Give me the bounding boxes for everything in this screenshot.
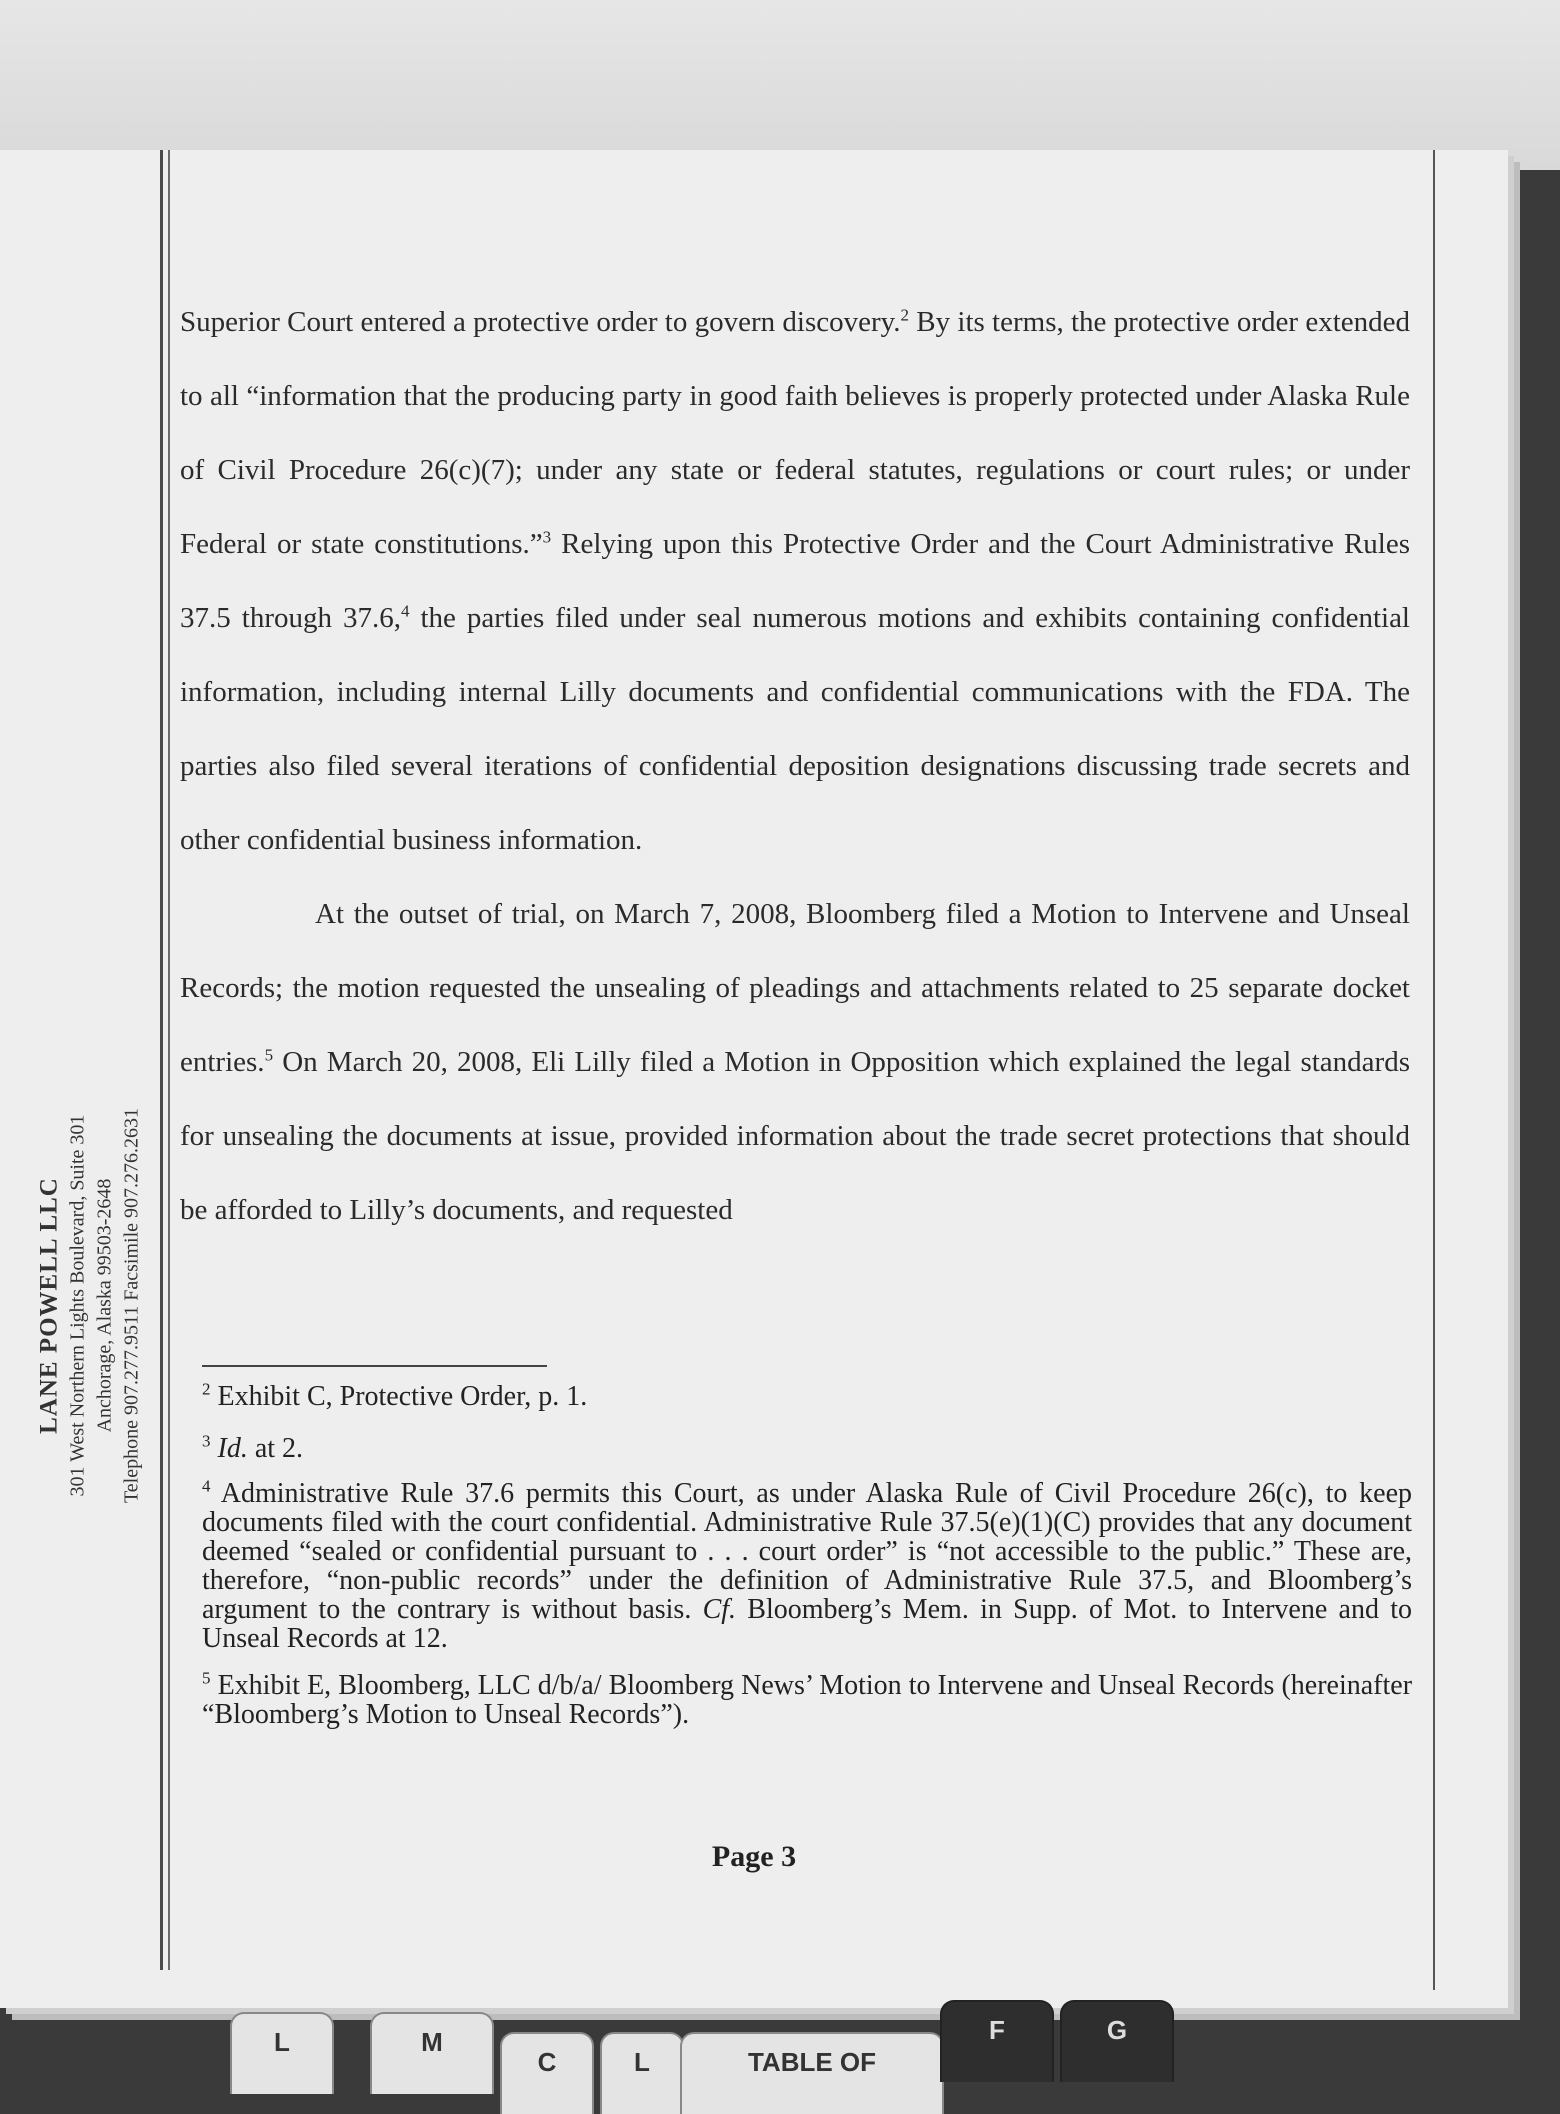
page-number: Page 3 [711, 1840, 797, 1873]
footnote-4 [202, 1476, 1412, 1654]
footnote-text: Exhibit E, Bloomberg, LLC d/b/a/ Bloomberg News’ Motion to Intervene and Unseal Records (hereinafter “Bloomberg’s Motion to Unseal Records”). [202, 1670, 1413, 1730]
footnote-ref-5[interactable]: 5 [264, 1045, 274, 1065]
previous-page-edge [0, 0, 1560, 170]
paragraph-2 [180, 877, 1410, 1247]
tab-table-of-contents[interactable]: TABLE OF [680, 2032, 944, 2114]
tab-g[interactable]: G [1060, 2000, 1174, 2082]
footnote-text-tail: Bloomberg’s Mem. in Supp. of Mot. to Intervene and to Unseal Records at 12. [202, 1594, 1412, 1654]
binder-tabs [0, 2000, 1560, 2080]
document-page [0, 150, 1508, 2008]
footnote-2 [202, 1375, 1412, 1419]
left-margin-rule [160, 150, 163, 1970]
firm-phones: Telephone 907.277.9511 Facsimile 907.276.2631 [120, 1107, 143, 1504]
footnote-ref-4[interactable]: 4 [400, 601, 410, 621]
paragraph-1-text-a: Superior Court entered a protective order to govern discovery. [180, 306, 901, 338]
firm-address: 301 West Northern Lights Boulevard, Suite 301 [66, 1114, 89, 1497]
tab-l[interactable]: L [230, 2012, 334, 2094]
paragraph-2-text-b: On March 20, 2008, Eli Lilly filed a Motion in Opposition which explained the legal standards for unsealing the documents at issue, provided information about the trade secret protections that should be afforded to Lilly’s documents, and requested [180, 1046, 1410, 1226]
body-text [180, 285, 1410, 1247]
left-margin-rule-inner [168, 150, 170, 1970]
footnote-5 [202, 1668, 1413, 1730]
footnote-ref-3[interactable]: 3 [542, 527, 552, 547]
tab-l-2[interactable]: L [600, 2032, 684, 2114]
paragraph-1-text-b: By its terms, the protective order extended to all “information that the producing party in good faith believes is properly protected under Alaska Rule of Civil Procedure 26(c)(7); under any state or federal statutes, regulations or court rules; or under Federal or state constitutions.” [180, 306, 1410, 560]
tab-c[interactable]: C [500, 2032, 594, 2114]
right-margin-rule [1433, 150, 1435, 1990]
paragraph-1-text-d: the parties filed under seal numerous motions and exhibits containing confidential information, including internal Lilly documents and confidential communications with the FDA. The parties also filed several iterations of confidential deposition designations discussing trade secrets and other confidential business information. [180, 602, 1410, 856]
firm-city: Anchorage, Alaska 99503-2648 [93, 1178, 116, 1433]
footnote-number: 5 [202, 1668, 211, 1688]
footnote-number: 2 [202, 1379, 211, 1399]
footnote-text: Exhibit C, Protective Order, p. 1. [217, 1381, 588, 1412]
tab-m[interactable]: M [370, 2012, 494, 2094]
footnote-separator [202, 1365, 547, 1367]
firm-letterhead [35, 906, 146, 1706]
footnotes [202, 1375, 1412, 1747]
footnote-number: 3 [202, 1431, 211, 1451]
paragraph-2-text-a: At the outset of trial, on March 7, 2008, Bloomberg filed a Motion to Intervene and Unseal Records; the motion requested the unsealing of pleadings and attachments related to 25 separate docket entries. [180, 898, 1410, 1078]
footnote-text: Administrative Rule 37.6 permits this Court, as under Alaska Rule of Civil Procedure 26(c), to keep documents filed with the court confidential. Administrative Rule 37.5(e)(1)(C) provides that any document deemed “sealed or confidential pursuant to . . . court order” is “not accessible to the public.” These are, therefore, “non-public records” under the definition of Administrative Rule 37.5, and Bloomberg’s argument to the contrary is without basis. [202, 1478, 1412, 1625]
tab-f[interactable]: F [940, 2000, 1054, 2082]
paragraph-1-text-c: Relying upon this Protective Order and the Court Administrative Rules 37.5 through 37.6, [180, 528, 1411, 634]
footnote-italic: Id. [217, 1433, 248, 1464]
footnote-3 [202, 1427, 1412, 1471]
footnote-italic: Cf. [702, 1594, 737, 1625]
footnote-number: 4 [202, 1476, 211, 1496]
footnote-text: at 2. [247, 1433, 304, 1464]
paragraph-1 [180, 285, 1410, 877]
firm-name: LANE POWELL LLC [35, 1177, 63, 1434]
footnote-ref-2[interactable]: 2 [900, 305, 910, 325]
